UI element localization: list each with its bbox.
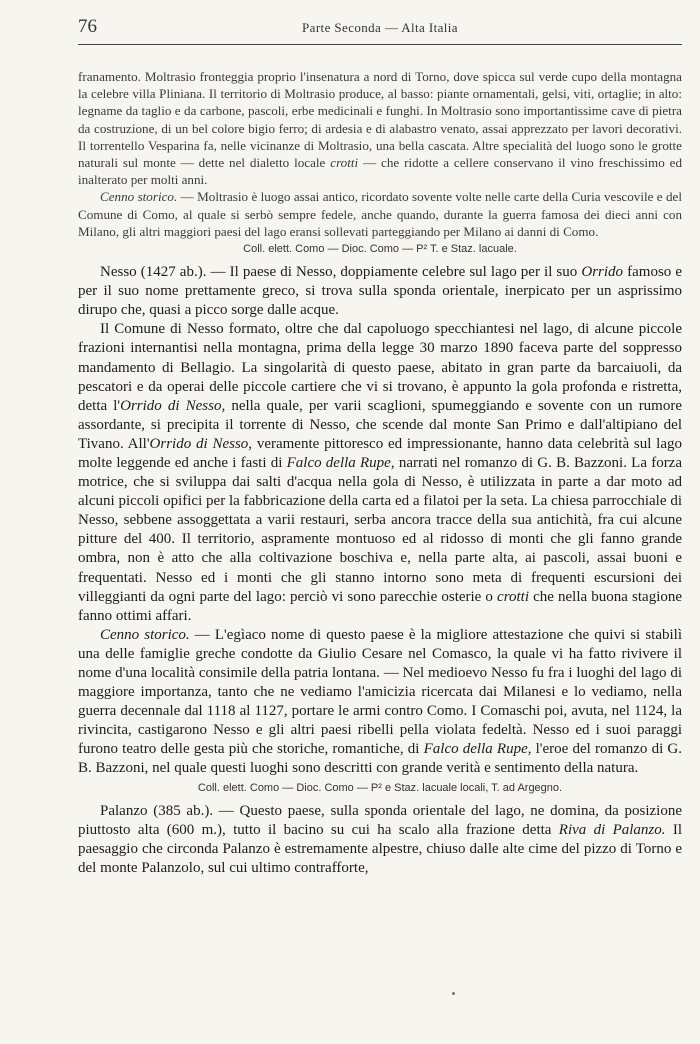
nesso-collegio-line: Coll. elett. Como — Dioc. Como — P² e Staz. lacuale locali, T. ad Argegno. — [197, 781, 563, 794]
moltrasio-cenno-storico: Cenno storico. — Moltrasio è luogo assai antico, ricordato sovente volte nelle carte della Curia vescovile e del Comune di Como, al quale si serbò sempre fedele, anche quando, durante la guerra famosa dei dieci anni con Milano, gli altri maggiori paesi del lago eransi sollevati parteggiando per Milano ai danni di Como. — [78, 189, 683, 239]
nesso-cenno-storico: Cenno storico. — L'egìaco nome di questo paese è la migliore attestazione che quivi si stabilì una delle famiglie greche condotte da Giulio Cesare nel Comasco, la quale vi ha fatto rivivere il nome d'una località consimile della patria lontana. — Nel medioevo Nesso fu fra i luoghi del lago di maggiore importanza, tanto che ne vediamo l'amicizia ricercata dai Milanesi e lo vediamo, nella guerra decennale dal 1118 al 1127, portare le armi contro Como. I Comaschi poi, avuta, nel 1124, la rivincita, castigarono Nesso e gli altri paesi ribelli pella violata fedeltà. Nesso ed i suoi paraggi furono teatro delle gesta più che storiche, romantiche, di Falco della Rupe, l'eroe del romanzo di G. B. Bazzoni, nel quale questi luoghi sono descritti con grande verità e sentimento della natura. — [78, 626, 682, 777]
moltrasio-paragraph-1: franamento. Moltrasio fronteggia proprio l'insenatura a nord di Torno, dove spicca sul verde cupo della montagna la celebre villa Pliniana. Il territorio di Moltrasio produce, al basso: piante ornamentali, gelsi, viti, ortaglie; in alto: legname da taglio e da carbone, pascoli, erbe medicinali e funghi. In Moltrasio sono importantissime cave di pietra da costruzione, di un bel colore bigio ferro; di ardesia e di alabastro venato, assai apprezzato per lavori decorativi. Il torrentello Vesparina fa, nelle vicinanze di Moltrasio, una bella cascata. Altre specialità del luogo sono le grotte naturali sul monte — dette nel dialetto locale crotti — che ridotte a cellere conservano il vino freschissimo ed inalterato per molti anni. — [78, 69, 683, 188]
page-speck — [452, 992, 455, 995]
moltrasio-collegio-line: Coll. elett. Como — Dioc. Como — P² T. e Staz. lacuale. — [243, 243, 517, 256]
header-rule — [78, 44, 682, 45]
page-body — [78, 68, 682, 878]
running-title: Parte Seconda — Alta Italia — [302, 20, 458, 35]
nesso-paragraph-2: Il Comune di Nesso formato, oltre che dal capoluogo specchiantesi nel lago, di alcune piccole frazioni internantisi nella montagna, prima della legge 30 marzo 1890 faceva parte del soppresso mandamento di Bellagio. La singolarità di questo paese, abitato in gran parte da barcaiuoli, da pescatori e da operai delle piccole cartiere che vi si trovano, è appunto la gola profonda e ristretta, detta l'Orrido di Nesso, nella quale, per varii scaglioni, spumeggiando e sovente con un rumore assordante, si precipita il torrente di Nesso, che scende dal monte San Primo e dall'altipiano del Tivano. All'Orrido di Nesso, veramente pittoresco ed impressionante, hanno data celebrità sul lago molte leggende ed anche i fasti di Falco della Rupe, narrati nel romanzo di G. B. Bazzoni. La forza motrice, che si sviluppa dai salti d'acqua nella gola di Nesso, è utilizzata in parte a dar moto ad alcuni piccoli opifici per la fabbricazione della carta ed a filatoi per la seta. La chiesa parrocchiale di Nesso, sebbene assoggettata a varii restauri, serba ancora tracce della sua antichità, fra cui alcune pitture del 400. Il territorio, aspramente montuoso ed al ridosso di monti che gli fanno grande ombra, non è atto che alla coltivazione boschiva e, nella parte alta, ai pascoli, assai buoni e frequentati. Nesso ed i monti che gli stanno intorno sono meta di frequenti escursioni dei villeggianti da ogni parte del lago: perciò vi sono parecchie osterie o crotti che nella buona stagione fanno ottimi affari. — [78, 321, 683, 624]
page-header — [78, 14, 682, 42]
book-page — [78, 14, 683, 876]
nesso-paragraph-1: Nesso (1427 ab.). — Il paese di Nesso, doppiamente celebre sul lago per il suo Orrido famoso e per il suo nome prettamente greco, si trova sulla sponda orientale, inerpicato per un asprissimo dirupo che, quasi a picco sorge dalle acque. — [78, 264, 683, 319]
page-number: 76 — [78, 16, 97, 37]
palanzo-paragraph-1: Palanzo (385 ab.). — Questo paese, sulla sponda orientale del lago, ne domina, da posizione piuttosto alta (600 m.), tutto il bacino su cui ha scalo alla frazione detta Riva di Palanzo. Il paesaggio che circonda Palanzo è estremamente alpestre, chiuso dalle alte cime del pizzo di Torno e del monte Palanzolo, sul cui ultimo contrafforte, — [78, 802, 683, 876]
